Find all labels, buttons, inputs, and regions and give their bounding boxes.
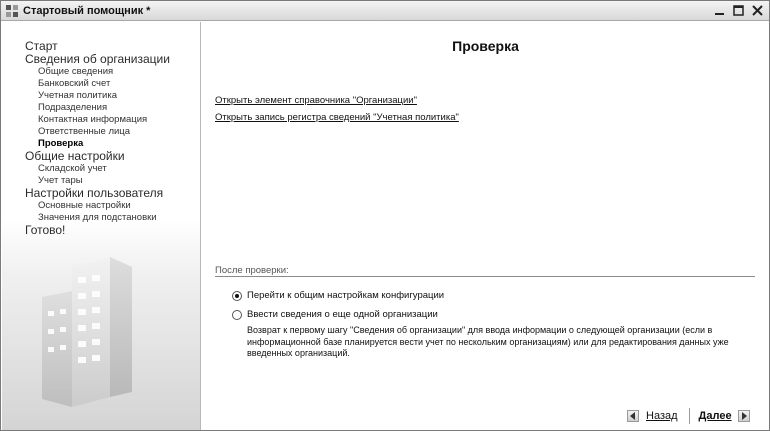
arrow-left-icon[interactable] [627, 410, 639, 422]
open-organizations-link[interactable]: Открыть элемент справочника "Организации" [215, 95, 417, 106]
close-icon[interactable] [750, 3, 765, 18]
sidebar-item-general-settings[interactable]: Общие настройки [25, 149, 125, 163]
sidebar-item-container-accounting[interactable]: Учет тары [38, 175, 83, 186]
window-controls [712, 3, 765, 18]
sidebar-item-responsible-persons[interactable]: Ответственные лица [38, 126, 131, 137]
sidebar-item-general-info[interactable]: Общие сведения [38, 66, 114, 77]
option-description: Возврат к первому шагу "Сведения об организации" для ввода информации о следующей организации (если в информационной базе планируется вести учет по нескольким организациям) или для редактирования данных уже введенных организаций. [247, 325, 729, 358]
main-content [202, 22, 769, 430]
sidebar-item-check[interactable]: Проверка [38, 138, 84, 149]
back-button[interactable]: Назад [646, 410, 678, 422]
section-divider [215, 276, 755, 277]
sidebar-item-user-settings[interactable]: Настройки пользователя [25, 186, 164, 200]
sidebar-item-organization-info[interactable]: Сведения об организации [25, 52, 170, 66]
radio-another-organization[interactable] [232, 310, 242, 320]
option-general-settings-label[interactable]: Перейти к общим настройкам конфигурации [247, 290, 445, 301]
option-another-organization-label[interactable]: Ввести сведения о еще одной организации [247, 309, 438, 320]
sidebar [2, 22, 201, 430]
title-bar [1, 1, 769, 21]
wizard-navigation [627, 408, 750, 424]
maximize-icon[interactable] [731, 3, 746, 18]
sidebar-item-divisions[interactable]: Подразделения [38, 102, 108, 113]
minimize-icon[interactable] [712, 3, 727, 18]
app-grid-icon[interactable] [5, 4, 19, 18]
sidebar-item-contact-info[interactable]: Контактная информация [38, 114, 148, 125]
nav-separator [689, 408, 690, 424]
sidebar-item-accounting-policy[interactable]: Учетная политика [38, 90, 117, 101]
sidebar-nav [25, 40, 170, 237]
option-general-settings[interactable] [232, 290, 444, 301]
option-another-organization[interactable] [232, 309, 438, 320]
sidebar-item-bank-account[interactable]: Банковский счет [38, 78, 111, 89]
sidebar-item-warehouse-accounting[interactable]: Складской учет [38, 163, 107, 174]
sidebar-item-substitution-values[interactable]: Значения для подстановки [38, 212, 157, 223]
office-building-icon [32, 257, 142, 410]
page-title: Проверка [452, 38, 519, 54]
sidebar-item-start[interactable]: Старт [25, 39, 58, 53]
after-check-label: После проверки: [215, 265, 289, 276]
window-title: Стартовый помощник * [23, 4, 151, 17]
open-accounting-policy-link[interactable]: Открыть запись регистра сведений "Учетная политика" [215, 112, 459, 123]
radio-general-settings[interactable] [232, 291, 242, 301]
sidebar-item-done[interactable]: Готово! [25, 223, 66, 237]
arrow-right-icon[interactable] [738, 410, 750, 422]
sidebar-item-basic-settings[interactable]: Основные настройки [38, 200, 131, 211]
next-button[interactable]: Далее [698, 410, 732, 422]
